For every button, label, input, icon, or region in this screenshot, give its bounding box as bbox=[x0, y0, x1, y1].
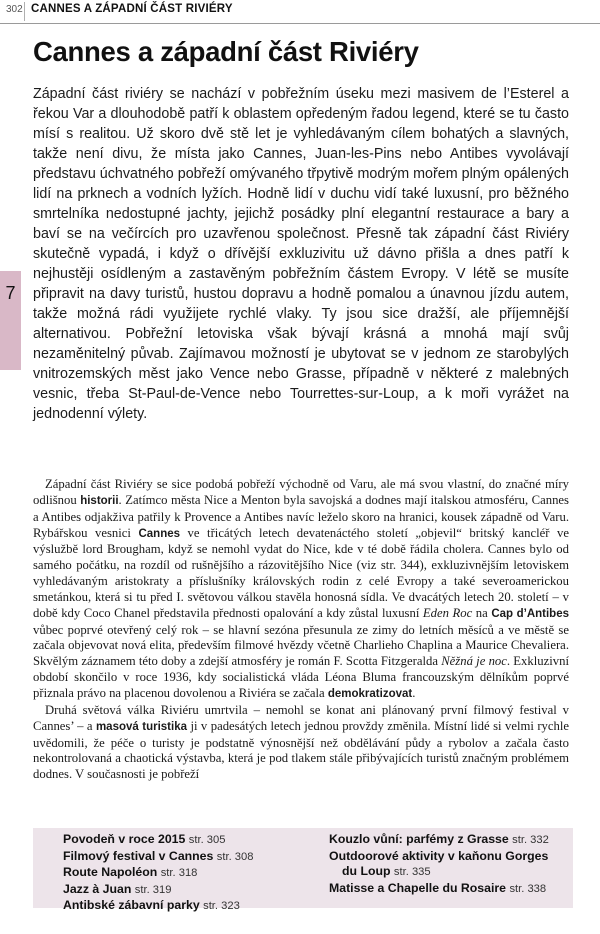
xref-page: str. 332 bbox=[512, 834, 549, 846]
cross-reference-column-left bbox=[63, 832, 313, 915]
xref-page: str. 319 bbox=[134, 883, 172, 896]
keyword-cannes: Cannes bbox=[138, 527, 181, 540]
page-title: Cannes a západní část Riviéry bbox=[33, 36, 419, 67]
xref-page: str. 323 bbox=[203, 900, 240, 912]
xref-title: Povodeň v roce 2015 bbox=[63, 832, 186, 846]
italic-eden-roc: Eden Roc bbox=[422, 605, 473, 620]
body-text bbox=[33, 477, 569, 783]
xref-title: Kouzlo vůní: parfémy z Grasse bbox=[329, 832, 509, 846]
xref-title: du Loup bbox=[342, 864, 391, 878]
keyword-historii: historii bbox=[80, 494, 119, 507]
chapter-tab-number: 7 bbox=[5, 283, 16, 303]
intro-paragraph: Západní část riviéry se nachází v pobřežním úseku mezi masivem de l’Esterel a řekou Var a dlouhodobě patří k oblastem opředeným řadou legend, které se tu často mísí s realitou. Už skoro dvě stě let je vyhledávaným cílem bohatých a slavných, takže není divu, že místa jako Cannes, Juan-les-Pins nebo Antibes vyvolávají představu úchvatného pobřeží omývaného třpytivě modrým mořem plným opálených lidí na prknech a vodních lyžích. Hodně lidí v duchu vidí také luxusní, pro běžného smrtelníka nedostupné jachty, jejichž posádky plní elegantní restaurace a bary a baví se na večírcích pro uzavřenou společnost. Přesně tak západní část Riviéry skutečně vypadá, i když o dřívější exkluzivitu už dávno přišla a dnes patří k nejhustěji osídleným a zastavěným pobřežním částem Evropy. V létě se musíte připravit na davy turistů, hustou dopravu a hodně pomalou a únavnou jízdu autem, takže možná rádi využijete rychlé vlaky. Ty jsou sice dražší, ale příjemnější alternativou. Pobřežní letoviska však bývají krásná a mnohá mají svůj nezaměnitelný půvab. Zajímavou možností je ubytovat se v jednom ze starobylých vnitrozemských měst jako Vence nebo Grasse, případně v některé z malebných vesnic, třeba St-Paul-de-Vence nebo Tourrettes-sur-Loup, a k moři vyrážet na jednodenní výlety. bbox=[33, 86, 569, 422]
cross-reference-item[interactable] bbox=[63, 832, 313, 849]
cross-reference-item[interactable] bbox=[63, 849, 313, 866]
running-title: CANNES A ZÁPADNÍ ČÁST RIVIÉRY bbox=[31, 3, 233, 15]
text-run: ji v padesátých letech jednou provždy změnila. Místní lidé si velmi rychle uvědomili, že péče o turisty je podstatně výnosnější než obdělávání půdy a rybolov a začala často nekontrolovaná a chaotická výstavba, která je pod tlakem stále přibývajících turistů značným problémem dodnes. V současnosti je pobřeží bbox=[33, 718, 570, 782]
page-header bbox=[0, 0, 600, 24]
header-divider bbox=[24, 2, 25, 21]
xref-title: Route Napoléon bbox=[63, 865, 158, 879]
header-rule bbox=[0, 23, 600, 24]
cross-reference-box bbox=[33, 828, 573, 912]
xref-title: Outdoorové aktivity v kaňonu Gorges bbox=[329, 848, 549, 863]
cross-reference-item[interactable] bbox=[63, 898, 313, 915]
text-run: Západní část Riviéry se sice podobá pobřeží východně od Varu, ale má svou vlastní, do značné míry odlišnou bbox=[33, 477, 569, 507]
cross-reference-item[interactable] bbox=[329, 881, 565, 898]
keyword-demokratizovat: demokratizovat bbox=[327, 687, 413, 700]
text-run: . Zatímco města Nice a Menton byla savojská a dodnes mají italskou atmosféru, Cannes a Antibes odjakživa patřily k Provence a Antibes navíc leželo skoro na hranici, kousek západně od Varu. Rybářskou vesnici bbox=[33, 492, 569, 540]
keyword-masova-turistika: masová turistika bbox=[95, 720, 187, 733]
text-run: ve třicátých letech devatenáctého století „objevil“ britský kancléř ve výslužbě lord Brougham, když se nemohl vydat do Nice, kde v té době řádila cholera. Cannes bylo od samého počátku, na rozdíl od rušnějšího a rázovitějšího Nice (viz str. 344), exkluzivnějším letoviskem vyhledávaným aristokraty a příslušníky královských rodin z celé Evropy a také severoamerickou smetánkou, která si tu před I. světovou válkou stavěla honosná sídla. Ve dvacátých letech 20. století – v době kdy Coco Chanel představila přednosti opalování a kdy zůstal luxusní bbox=[33, 525, 570, 620]
xref-page: str. 308 bbox=[216, 850, 254, 863]
text-run: Druhá světová válka Riviéru umrtvila – nemohl se konat ani plánovaný první filmový festival v Cannes’ – a bbox=[33, 702, 569, 733]
cross-reference-item[interactable] bbox=[63, 865, 313, 882]
body-paragraph-war bbox=[33, 703, 569, 783]
cross-reference-column-right bbox=[329, 832, 565, 897]
xref-title: Jazz à Juan bbox=[63, 881, 132, 896]
cross-reference-item[interactable] bbox=[329, 832, 565, 849]
text-run: na bbox=[472, 605, 492, 620]
xref-title: Filmový festival v Cannes bbox=[63, 848, 214, 863]
xref-page: str. 335 bbox=[393, 866, 431, 878]
text-run: . bbox=[412, 685, 416, 700]
cross-reference-item[interactable] bbox=[329, 849, 565, 865]
page-number: 302 bbox=[6, 4, 23, 15]
body-paragraph-history bbox=[33, 477, 569, 703]
xref-title: Antibské zábavní parky bbox=[63, 898, 200, 912]
text-run: vůbec poprvé otevřený celý rok – se hlavní sezóna přesunula ze zimy do letních měsíců a ve městě se začala objevovat nová elita, především filmové hvězdy včetně Charlieho Chaplina a Maurice Chevaliera. Skvělým záznamem této doby a zdejší atmosféry je román F. Scotta Fitzgeralda bbox=[33, 622, 569, 669]
xref-page: str. 305 bbox=[188, 834, 226, 846]
cross-reference-item[interactable] bbox=[63, 882, 313, 899]
xref-title: Matisse a Chapelle du Rosaire bbox=[329, 880, 507, 895]
xref-page: str. 318 bbox=[160, 867, 198, 879]
text-run: . Exkluzivní období skončilo v roce 1936, kdy socialistická vláda Léona Bluma francouzským dělníkům poprvé přiznala právo na placenou dovolenou a Riviéra se začala bbox=[33, 654, 569, 700]
keyword-cap-dantibes: Cap d’Antibes bbox=[491, 607, 569, 620]
cross-reference-item-continued[interactable] bbox=[329, 864, 565, 881]
italic-nezna-je-noc: Něžná je noc bbox=[441, 654, 507, 669]
xref-page: str. 338 bbox=[509, 882, 547, 895]
